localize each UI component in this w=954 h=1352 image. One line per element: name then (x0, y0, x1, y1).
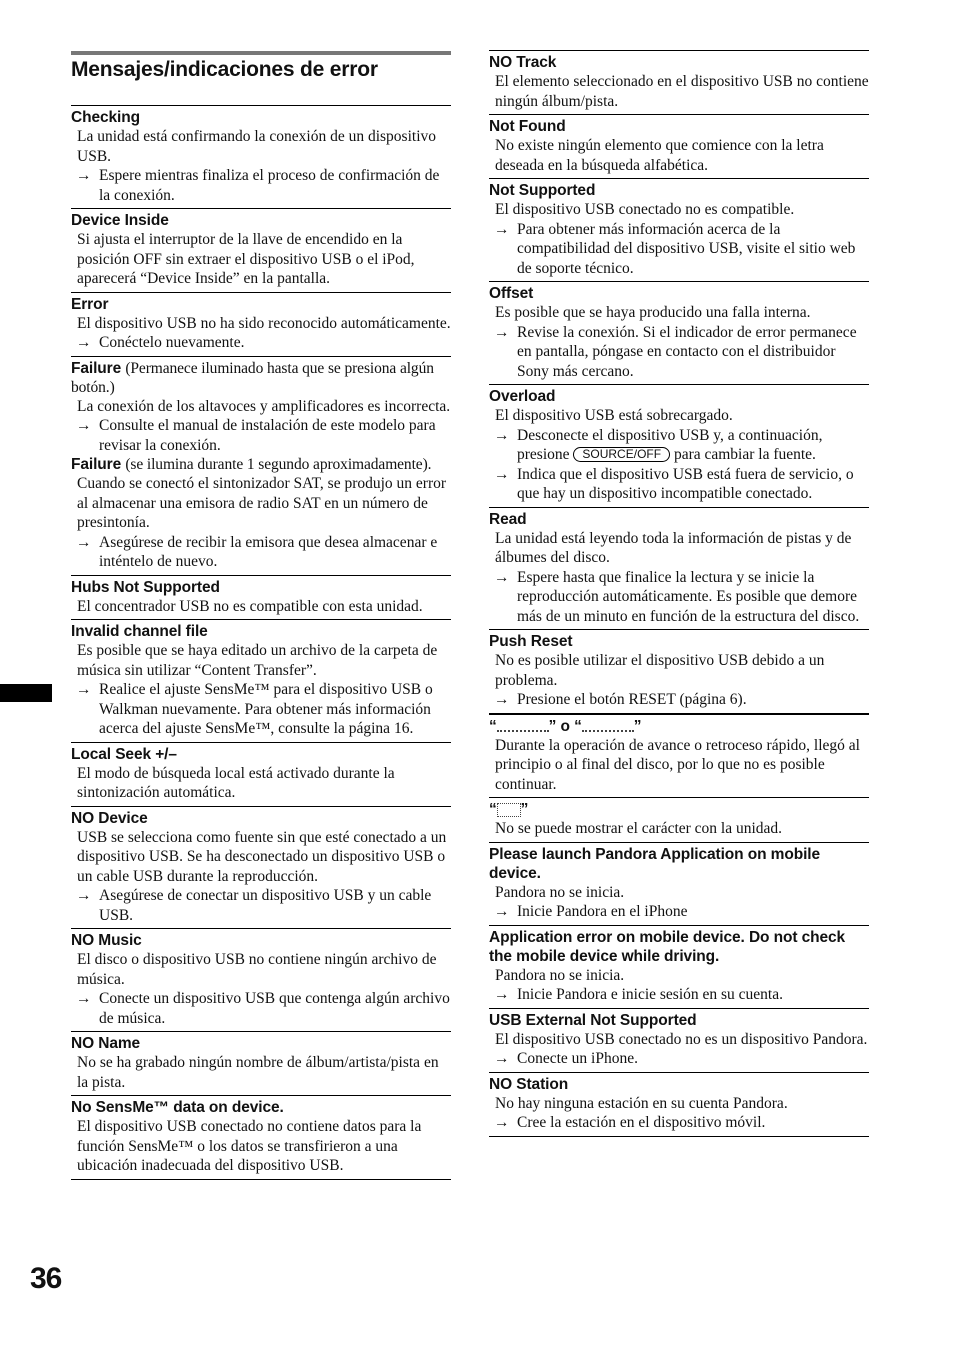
arrow-icon: → (494, 691, 510, 708)
entry-description: El dispositivo USB está sobrecargado. (495, 407, 733, 424)
entry-read (489, 507, 869, 630)
entry-action: → Asegúrese de conectar un dispositivo USB y un cable USB. (76, 887, 432, 924)
entry-title: Failure (Permanece iluminado hasta que se presiona algún botón.) (71, 359, 434, 396)
entry-description: La unidad está confirmando la conexión de un dispositivo USB. (77, 128, 436, 165)
entry-description: USB se selecciona como fuente sin que esté conectado a un dispositivo USB. Se ha desconectado un dispositivo USB o un cable USB durante la reproducción. (77, 828, 447, 885)
entry-title: Application error on mobile device. Do not check the mobile device while driving. (489, 928, 846, 965)
entry-title: Not Found (489, 118, 566, 135)
arrow-icon: → (76, 990, 92, 1007)
entry-title: Not Supported (489, 182, 596, 199)
entry-application-error (489, 925, 869, 1008)
page-number: 36 (30, 1262, 62, 1295)
entry-description: Es posible que se haya editado un archivo de la carpeta de música sin utilizar “Content Transfer”. (77, 642, 438, 679)
entry-title: Local Seek +/– (71, 745, 177, 763)
entry-title: NO Track (489, 54, 557, 71)
entry-action: → Revise la conexión. Si el indicador de error permanece en pantalla, póngase en contacto con el distribuidor Sony más cercano. (494, 323, 857, 380)
arrow-icon: → (494, 323, 510, 341)
entry-description: La conexión de los altavoces y amplificadores es incorrecta. (77, 397, 451, 415)
entry-no-music (71, 928, 451, 1031)
entry-action: → Consulte el manual de instalación de este modelo para revisar la conexión. (76, 417, 436, 454)
entry-pandora-launch (489, 842, 869, 925)
arrow-icon: → (494, 568, 510, 586)
entry-title: Device Inside (71, 212, 169, 229)
arrow-icon: → (76, 334, 92, 351)
entry-title: “ ” (489, 801, 529, 818)
entry-note: (Permanece iluminado hasta que se presiona algún botón.) (71, 359, 434, 396)
entry-description: El concentrador USB no es compatible con esta unidad. (77, 597, 423, 615)
entry-title: Failure (se ilumina durante 1 segundo aproximadamente). (71, 456, 432, 473)
entry-action: → Conecte un iPhone. (494, 1050, 638, 1067)
entry-description: No se ha grabado ningún nombre de álbum/artista/pista en la pista. (77, 1054, 439, 1091)
entry-no-device (71, 806, 451, 929)
entry-title: NO Station (489, 1075, 569, 1093)
entry-description: El disco o dispositivo USB no contiene ningún archivo de música. (77, 951, 437, 988)
section-tab-marker (0, 684, 52, 702)
arrow-icon: → (494, 903, 510, 920)
entry-description: El elemento seleccionado en el dispositivo USB no contiene ningún álbum/pista. (495, 73, 869, 110)
entry-title: NO Name (71, 1035, 141, 1052)
entry-no-track (489, 50, 869, 114)
entry-unknown-character (489, 797, 869, 842)
arrow-icon: → (76, 533, 92, 551)
entry-title: Push Reset (489, 633, 573, 650)
entry-hubs-not-supported (71, 575, 451, 620)
entry-description: No existe ningún elemento que comience con la letra deseada en la búsqueda alfabética. (495, 137, 824, 174)
entry-action: → Para obtener más información acerca de la compatibilidad del dispositivo USB, visite el sitio web de soporte técnico. (494, 220, 856, 277)
entry-description: Si ajusta el interruptor de la llave de encendido en la posición OFF sin extraer el dispositivo USB o el iPod, aparecerá “Device Inside” en la pantalla. (77, 231, 415, 287)
entry-push-reset (489, 629, 869, 713)
entry-action: → Presione el botón RESET (página 6). (494, 691, 747, 708)
arrow-icon: → (494, 465, 510, 483)
entry-title: Invalid channel file (71, 623, 208, 640)
entry-note: (se ilumina durante 1 segundo aproximadamente). (125, 456, 432, 473)
entry-title: NO Music (71, 932, 142, 949)
entry-action: → Desconecte el dispositivo USB y, a continuación, presione SOURCE/OFF para cambiar la fuente. (494, 426, 823, 463)
entry-not-supported (489, 178, 869, 281)
entry-usb-external (489, 1008, 869, 1072)
entry-title: Overload (489, 388, 556, 405)
entry-description: El dispositivo USB conectado no es un dispositivo Pandora. (495, 1030, 868, 1048)
entry-description: El dispositivo USB conectado no contiene datos para la función SensMe™ o los datos se transfirieron a una ubicación inadecuada del dispositivo USB. (77, 1118, 422, 1174)
entry-action: → Espere mientras finaliza el proceso de confirmación de la conexión. (76, 167, 440, 204)
entry-checking (71, 105, 451, 208)
arrow-icon: → (494, 220, 510, 238)
entry-title: Please launch Pandora Application on mobile device. (489, 845, 821, 882)
entry-no-station (489, 1072, 869, 1137)
entry-action: → Inicie Pandora en el iPhone (494, 903, 688, 920)
arrow-icon: → (494, 426, 510, 444)
entry-description: Cuando se conectó el sintonizador SAT, se produjo un error al almacenar una emisora de radio SAT en un número de presintonía. (77, 475, 447, 531)
entry-description: El dispositivo USB no ha sido reconocido automáticamente. (77, 314, 451, 332)
arrow-icon: → (76, 417, 92, 434)
arrow-icon: → (76, 681, 92, 698)
entry-action: → Asegúrese de recibir la emisora que desea almacenar e inténtelo de nuevo. (76, 533, 438, 570)
entry-action: → Conéctelo nuevamente. (76, 334, 245, 351)
entry-no-sensme (71, 1095, 451, 1180)
entry-description: Es posible que se haya producido una falla interna. (495, 304, 811, 321)
entry-action: → Indica que el dispositivo USB está fuera de servicio, o que hay un dispositivo incompatible conectado. (494, 465, 854, 502)
entry-description: No hay ninguna estación en su cuenta Pandora. (495, 1094, 788, 1112)
entry-action: → Cree la estación en el dispositivo móvil. (494, 1114, 766, 1131)
source-off-button-label: SOURCE/OFF (573, 447, 670, 462)
entry-description: El dispositivo USB conectado no es compatible. (495, 201, 795, 218)
entry-title: NO Device (71, 809, 148, 827)
entry-action: → Conecte un dispositivo USB que contenga algún archivo de música. (76, 990, 450, 1027)
entry-seek-edge (489, 713, 869, 798)
arrow-icon: → (494, 986, 510, 1003)
right-column (489, 0, 869, 1137)
entry-title: “ ” o “ ” (489, 717, 642, 735)
arrow-icon: → (494, 1114, 510, 1131)
entry-description: Durante la operación de avance o retroceso rápido, llegó al principio o al final del disco, por lo que no es posible continuar. (495, 736, 860, 793)
display-segments-icon (582, 720, 634, 732)
entry-no-name (71, 1031, 451, 1095)
entry-title: Error (71, 295, 109, 313)
entry-device-inside (71, 208, 451, 292)
entry-title: Checking (71, 109, 140, 126)
arrow-icon: → (76, 167, 92, 184)
entry-overload (489, 384, 869, 507)
display-segments-icon (497, 720, 549, 732)
entry-action: → Espere hasta que finalice la lectura y se inicie la reproducción automáticamente. Es posible que demore más de un minuto en función de la estructura del disco. (494, 568, 860, 625)
entry-error (71, 292, 451, 356)
entry-action: → Realice el ajuste SensMe™ para el dispositivo USB o Walkman nuevamente. Para obtener más información acerca del ajuste SensMe™, consulte la página 16. (76, 681, 433, 737)
dotted-character-icon (497, 803, 521, 817)
entry-title: Offset (489, 285, 534, 302)
entry-invalid-channel-file (71, 619, 451, 742)
entry-description: No es posible utilizar el dispositivo USB debido a un problema. (495, 652, 825, 689)
entry-action: → Inicie Pandora e inicie sesión en su cuenta. (494, 986, 783, 1003)
left-column (71, 0, 451, 1180)
entry-failure (71, 356, 451, 575)
entry-offset (489, 281, 869, 384)
entry-not-found (489, 114, 869, 178)
entry-title: Hubs Not Supported (71, 578, 220, 596)
entry-description: El modo de búsqueda local está activado durante la sintonización automática. (77, 764, 395, 801)
arrow-icon: → (76, 887, 92, 904)
entry-description: La unidad está leyendo toda la información de pistas y de álbumes del disco. (495, 529, 852, 566)
entry-description: Pandora no se inicia. (495, 883, 625, 901)
entry-title: Read (489, 510, 527, 528)
entry-description: No se puede mostrar el carácter con la unidad. (495, 820, 783, 837)
entry-local-seek (71, 742, 451, 806)
page-title: Mensajes/indicaciones de error (71, 58, 378, 81)
entry-description: Pandora no se inicia. (495, 966, 625, 984)
entry-title: No SensMe™ data on device. (71, 1099, 284, 1116)
entry-title: USB External Not Supported (489, 1011, 697, 1029)
arrow-icon: → (494, 1050, 510, 1067)
